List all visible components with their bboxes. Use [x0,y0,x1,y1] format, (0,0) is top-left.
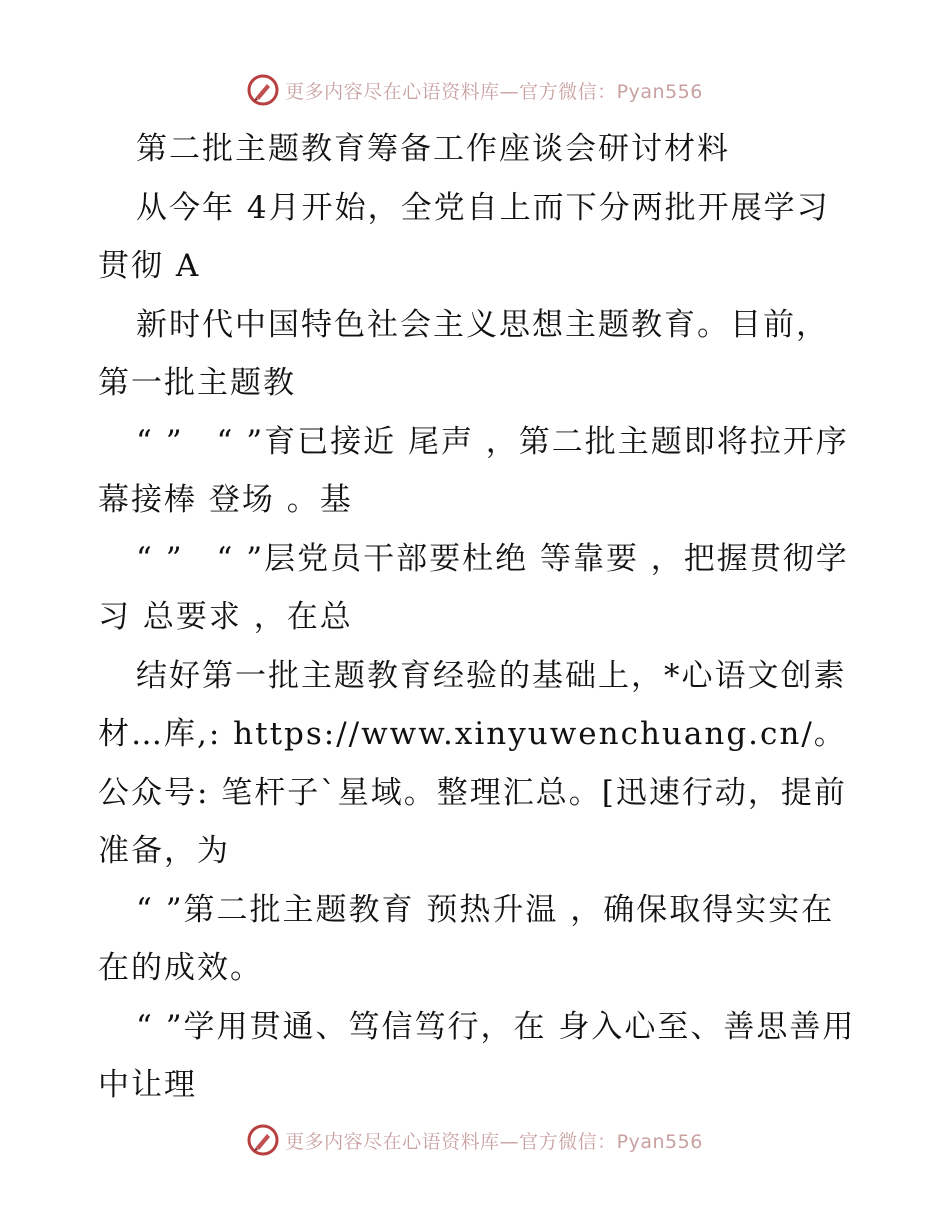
banner-text: 更多内容尽在心语资料库—官方微信：Pyan556 [285,1130,703,1153]
paragraph: “ ”第二批主题教育 预热升温 ，确保取得实实在在的成效。 [98,891,835,986]
paragraph: 结好第一批主题教育经验的基础上，*心语文创素材…库,: https://www.xinyuwenchuang.cn/。公众号: 笔杆子`星域。整理汇总。[迅速行动，提前准备，为 [98,657,847,869]
document-body [98,120,858,1115]
pen-logo-icon [247,74,279,106]
header-watermark-banner [0,70,950,110]
pen-logo-icon [247,1124,279,1156]
paragraph: 从今年 4月开始，全党自上而下分两批开展学习贯彻 A [98,189,830,284]
paragraph: “ ”学用贯通、笃信笃行，在 身入心至、善思善用 中让理 [98,1008,856,1103]
paragraph: “ ” “ ”育已接近 尾声 ，第二批主题即将拉开序幕接棒 登场 。基 [98,423,849,518]
document-title: 第二批主题教育筹备工作座谈会研讨材料 [136,131,730,167]
banner-text: 更多内容尽在心语资料库—官方微信：Pyan556 [285,80,703,103]
paragraph: “ ” “ ”层党员干部要杜绝 等靠要 ，把握贯彻学习 总要求 ，在总 [98,540,849,635]
paragraph: 新时代中国特色社会主义思想主题教育。目前，第一批主题教 [98,306,829,401]
footer-watermark-banner [0,1120,950,1160]
